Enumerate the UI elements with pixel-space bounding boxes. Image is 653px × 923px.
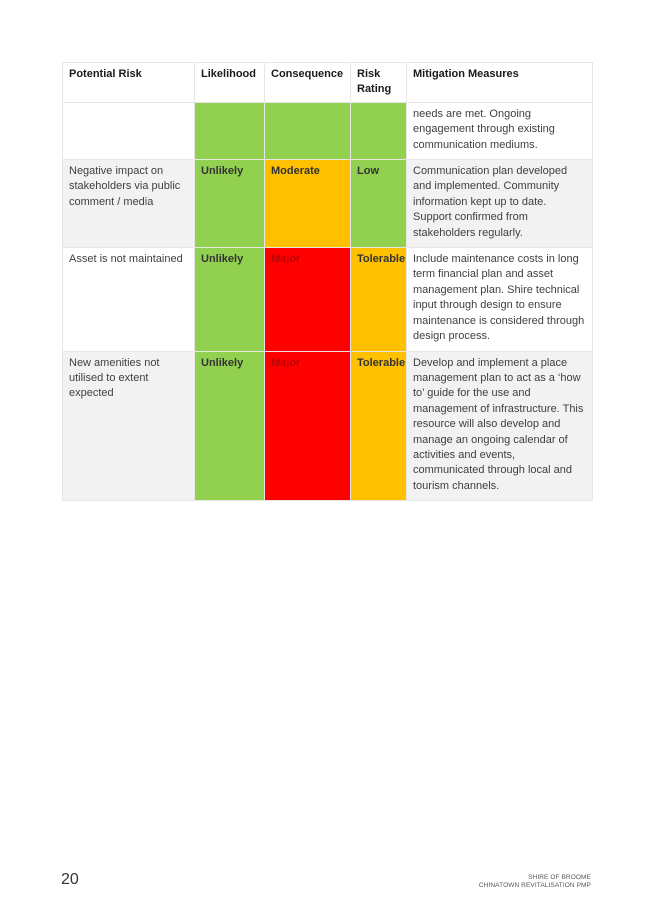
rating-cell: Tolerable	[351, 248, 407, 351]
risk-table	[62, 62, 593, 501]
consequence-cell	[265, 102, 351, 159]
risk-cell: New amenities not utilised to extent expected	[63, 351, 195, 501]
consequence-cell: Major	[265, 351, 351, 501]
rating-cell	[351, 102, 407, 159]
header-mitigation-measures: Mitigation Measures	[407, 63, 593, 103]
header-likelihood: Likelihood	[195, 63, 265, 103]
likelihood-cell	[195, 102, 265, 159]
mitigation-cell: Include maintenance costs in long term financial plan and asset management plan. Shire technical input through design to ensure maintenance is considered through design process.	[407, 248, 593, 351]
consequence-cell: Major	[265, 248, 351, 351]
page-number: 20	[61, 871, 79, 888]
mitigation-cell: Develop and implement a place management plan to act as a ‘how to’ guide for the use and management of infrastructure. This resource will also develop and manage an ongoing calendar of activities and events, communicated through local and tourism channels.	[407, 351, 593, 501]
table-row	[63, 248, 593, 351]
risk-cell: Negative impact on stakeholders via public comment / media	[63, 160, 195, 248]
mitigation-cell: Communication plan developed and implemented. Community information kept up to date. Support confirmed from stakeholders regularly.	[407, 160, 593, 248]
likelihood-cell: Unlikely	[195, 351, 265, 501]
footer-organisation	[479, 874, 591, 890]
footer-doc-name: CHINATOWN REVITALISATION PMP	[478, 882, 591, 889]
table-row	[63, 102, 593, 159]
table-header-row	[63, 63, 593, 103]
header-potential-risk: Potential Risk	[63, 63, 195, 103]
likelihood-cell: Unlikely	[195, 160, 265, 248]
rating-cell: Low	[351, 160, 407, 248]
table-row	[63, 351, 593, 501]
rating-cell: Tolerable	[351, 351, 407, 501]
risk-cell	[63, 102, 195, 159]
consequence-cell: Moderate	[265, 160, 351, 248]
footer-org-name: SHIRE OF BROOME	[528, 874, 591, 881]
header-risk-rating: Risk Rating	[351, 63, 407, 103]
mitigation-cell: needs are met. Ongoing engagement through existing communication mediums.	[407, 102, 593, 159]
table-row	[63, 160, 593, 248]
risk-cell: Asset is not maintained	[63, 248, 195, 351]
likelihood-cell: Unlikely	[195, 248, 265, 351]
header-consequence: Consequence	[265, 63, 351, 103]
